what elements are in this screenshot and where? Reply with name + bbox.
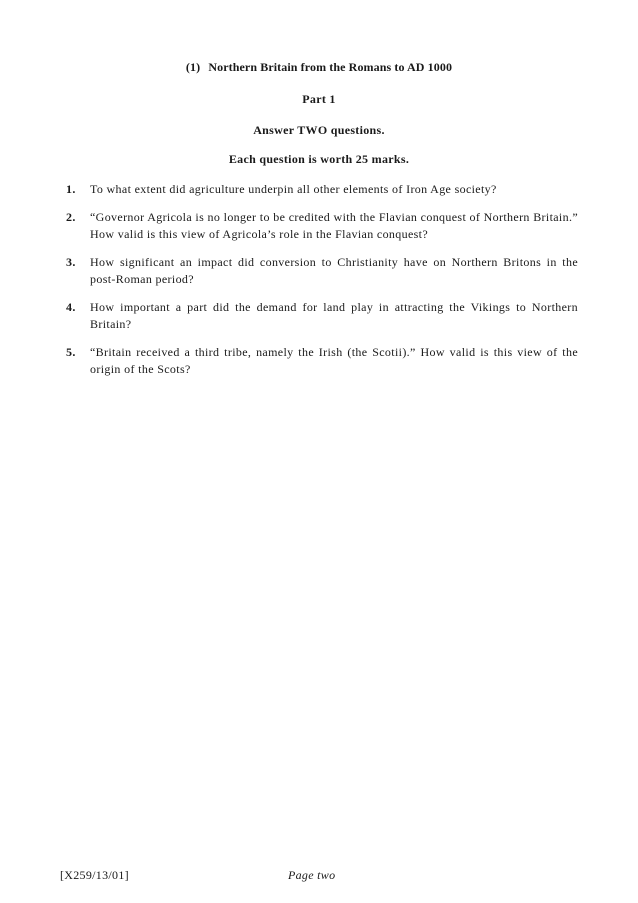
- paper-code: [X259/13/01]: [60, 868, 129, 882]
- question-item: [66, 344, 578, 378]
- part-heading: Part 1: [302, 92, 336, 106]
- question-item: [66, 254, 578, 288]
- question-item: [66, 299, 578, 333]
- section-title-text: Northern Britain from the Romans to AD 1000: [208, 60, 453, 74]
- question-item: [66, 209, 578, 243]
- question-number: 4.: [66, 300, 76, 314]
- question-text: “Britain received a third tribe, namely the Irish (the Scotii).” How valid is this view of the origin of the Scots?: [90, 345, 578, 376]
- section-title: [0, 60, 638, 75]
- question-text: “Governor Agricola is no longer to be credited with the Flavian conquest of Northern Britain.” How valid is this view of Agricola’s role in the Flavian conquest?: [90, 210, 578, 241]
- marks-note: Each question is worth 25 marks.: [228, 152, 410, 166]
- question-text: To what extent did agriculture underpin all other elements of Iron Age society?: [90, 182, 497, 196]
- section-number: (1): [185, 60, 201, 74]
- question-number: 1.: [66, 182, 76, 196]
- question-number: 2.: [66, 210, 76, 224]
- question-text: How significant an impact did conversion to Christianity have on Northern Britons in the post-Roman period?: [90, 255, 578, 286]
- instruction-text: Answer TWO questions.: [253, 123, 385, 137]
- question-number: 3.: [66, 255, 76, 269]
- question-text: How important a part did the demand for land play in attracting the Vikings to Northern Britain?: [90, 300, 578, 331]
- page-number: Page two: [288, 868, 336, 882]
- question-list: [66, 181, 578, 389]
- question-number: 5.: [66, 345, 76, 359]
- question-item: [66, 181, 578, 198]
